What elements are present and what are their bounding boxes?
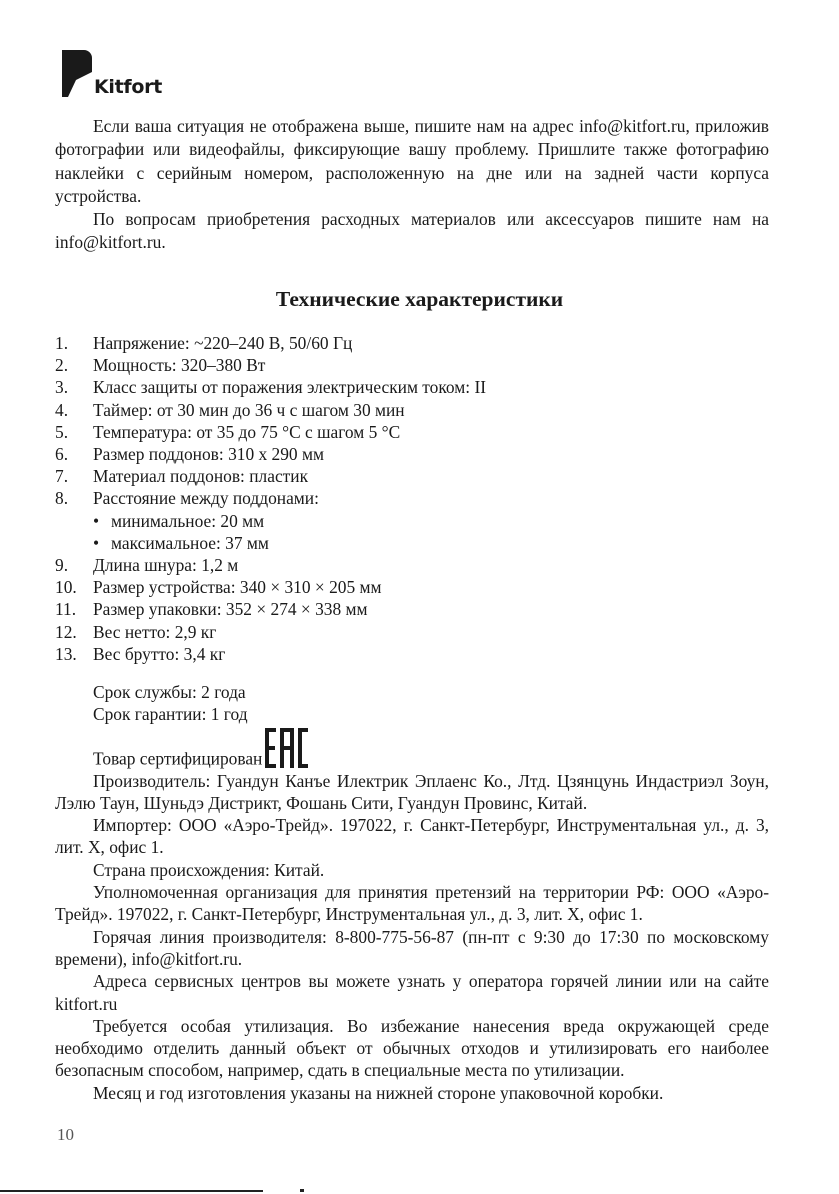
list-item-text: Напряжение: ~220–240 В, 50/60 Гц <box>93 333 353 353</box>
footer-divider <box>0 1190 263 1192</box>
list-item-text: Вес брутто: 3,4 кг <box>93 643 226 664</box>
page-number: 10 <box>57 1125 74 1144</box>
list-item-text: Расстояние между поддонами: <box>93 488 319 509</box>
list-item <box>55 554 769 576</box>
bullet-icon: • <box>93 532 100 553</box>
list-item-text: Размер поддонов: 310 х 290 мм <box>93 444 324 465</box>
warranty-period: Срок гарантии: 1 год <box>93 704 248 725</box>
list-item-number: 5. <box>55 421 69 442</box>
hotline-info: Горячая линия производителя: 8-800-775-56-87 (пн-пт с 9:30 до 17:30 по московскому времени), info@kitfort.ru. <box>55 926 769 969</box>
sub-list-item <box>93 510 769 532</box>
list-item-number: 11. <box>55 599 77 620</box>
intro-paragraph-1: Если ваша ситуация не отображена выше, пишите нам на адрес info@kitfort.ru, приложив фотографии или видеофайлы, фиксирующие вашу проблему. Пришлите также фотографию наклейки с серийным номером, расположенную на дне или на задней части корпуса устройства. <box>55 116 769 206</box>
list-item <box>55 598 769 620</box>
sub-list <box>93 510 769 554</box>
list-item-text: Вес нетто: 2,9 кг <box>93 621 217 642</box>
list-item <box>55 465 769 487</box>
specs-title: Технические характеристики <box>275 287 564 311</box>
sub-list-item-text: максимальное: 37 мм <box>111 532 269 553</box>
list-item <box>55 376 769 398</box>
eac-mark-icon <box>264 726 309 770</box>
country-of-origin: Страна происхождения: Китай. <box>93 859 325 880</box>
footer-tick <box>300 1189 304 1192</box>
sub-list-item-text: минимальное: 20 мм <box>111 510 265 531</box>
list-item-number: 1. <box>55 333 69 353</box>
list-item-text: Размер упаковки: 352 × 274 × 338 мм <box>93 599 368 620</box>
list-item-number: 2. <box>55 355 69 376</box>
manufacturer-info: Производитель: Гуандун Канъе Илектрик Эплаенс Ко., Лтд. Цзянцунь Индастриэл Зоун, Лэлю Таун, Шуньдэ Дистрикт, Фошань Сити, Гуандун Провинс, Китай. <box>55 770 769 813</box>
list-item-number: 8. <box>55 488 69 509</box>
service-centers-info: Адреса сервисных центров вы можете узнать у оператора горячей линии или на сайте kitfort.ru <box>55 971 769 1014</box>
list-item-text: Длина шнура: 1,2 м <box>93 555 239 576</box>
list-item <box>55 576 769 598</box>
disposal-info: Требуется особая утилизация. Во избежание нанесения вреда окружающей среде необходимо отделить данный объект от обычных отходов и утилизировать его наиболее безопасным способом, например, сдать в специальные места по утилизации. <box>55 1015 769 1081</box>
list-item-number: 7. <box>55 466 69 487</box>
sub-list-item <box>93 532 769 554</box>
list-item-number: 6. <box>55 444 69 465</box>
list-item-number: 4. <box>55 399 69 420</box>
list-item-number: 9. <box>55 555 69 576</box>
certification-line <box>55 726 769 770</box>
list-item <box>55 621 769 643</box>
list-item-text: Температура: от 35 до 75 °С с шагом 5 °С <box>93 421 401 442</box>
list-item <box>55 399 769 421</box>
list-item-text: Мощность: 320–380 Вт <box>93 355 266 376</box>
list-item-number: 13. <box>55 643 77 664</box>
list-item-text: Класс защиты от поражения электрическим током: II <box>93 377 487 398</box>
list-item-number: 12. <box>55 621 77 642</box>
list-item-text: Таймер: от 30 мин до 36 ч с шагом 30 мин <box>93 399 405 420</box>
certified-text: Товар сертифицирован <box>93 748 263 769</box>
service-life: Срок службы: 2 года <box>93 682 246 702</box>
list-item-number: 3. <box>55 377 69 398</box>
list-item <box>55 354 769 376</box>
list-item <box>55 421 769 443</box>
brand-name: Kitfort <box>94 76 162 98</box>
list-item <box>55 487 769 554</box>
list-item <box>55 643 769 665</box>
specs-list <box>55 332 769 665</box>
authorized-organization: Уполномоченная организация для принятия претензий на территории РФ: ООО «Аэро-Трейд». 197022, г. Санкт-Петербург, Инструментальная ул., д. 3, лит. Х, офис 1. <box>55 882 769 925</box>
kitfort-logo-icon <box>62 50 92 98</box>
info-section <box>55 681 769 1104</box>
list-item-text: Размер устройства: 340 × 310 × 205 мм <box>93 577 382 598</box>
list-item-text: Материал поддонов: пластик <box>93 466 309 487</box>
intro-paragraph-2: По вопросам приобретения расходных материалов или аксессуаров пишите нам на info@kitfort.ru. <box>55 209 769 253</box>
importer-info: Импортер: ООО «Аэро-Трейд». 197022, г. Санкт-Петербург, Инструментальная ул., д. 3, лит. Х, офис 1. <box>55 815 769 858</box>
bullet-icon: • <box>93 510 100 531</box>
list-item-number: 10. <box>55 577 77 598</box>
manufacture-date-info: Месяц и год изготовления указаны на нижней стороне упаковочной коробки. <box>93 1082 664 1103</box>
kitfort-logo <box>62 50 212 100</box>
list-item <box>55 332 769 354</box>
intro-section <box>55 115 769 255</box>
list-item <box>55 443 769 465</box>
